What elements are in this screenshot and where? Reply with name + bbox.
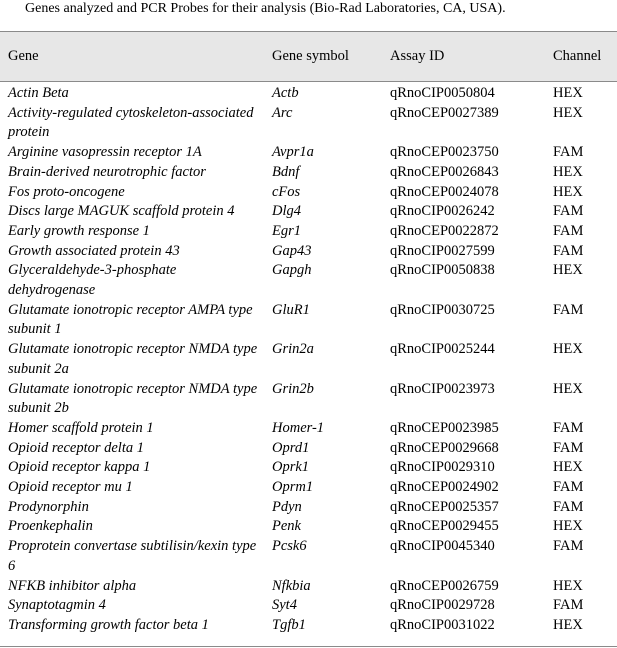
gene-name-cell: Early growth response 1 [8,222,150,239]
header-assay-id: Assay ID [382,32,545,82]
gene-name-cell: Glutamate ionotropic receptor AMPA type subunit 1 [8,301,253,338]
channel-cell: HEX [553,341,583,358]
gene-symbol-cell: Nfkbia [272,577,311,594]
assay-id-cell: qRnoCEP0024902 [390,479,499,496]
assay-id-cell: qRnoCIP0031022 [390,616,495,633]
table-row [0,143,617,163]
table-row [0,242,617,262]
gene-name-cell: Opioid receptor mu 1 [8,479,133,496]
gene-symbol-cell: Penk [272,518,301,535]
table-row [0,202,617,222]
gene-symbol-cell: Pcsk6 [272,538,307,555]
gene-symbol-cell: Oprd1 [272,439,310,456]
gene-symbol-cell: GluR1 [272,301,310,318]
gene-name-cell: Brain-derived neurotrophic factor [8,163,206,180]
assay-id-cell: qRnoCIP0029728 [390,597,495,614]
assay-id-cell: qRnoCIP0025244 [390,341,495,358]
genes-table [0,31,617,636]
gene-name-cell: Discs large MAGUK scaffold protein 4 [8,203,235,220]
table-row [0,104,617,143]
gene-symbol-cell: Egr1 [272,222,301,239]
channel-cell: HEX [553,518,583,535]
gene-symbol-cell: Dlg4 [272,203,301,220]
table-row [0,82,617,104]
assay-id-cell: qRnoCEP0027389 [390,104,499,121]
channel-cell: FAM [553,203,584,220]
table-header [0,32,617,82]
table-row [0,261,617,300]
assay-id-cell: qRnoCEP0023750 [390,144,499,161]
table-row [0,577,617,597]
gene-name-cell: NFKB inhibitor alpha [8,577,137,594]
gene-name-cell: Synaptotagmin 4 [8,597,106,614]
assay-id-cell: qRnoCIP0027599 [390,242,495,259]
channel-cell: HEX [553,616,583,633]
gene-symbol-cell: Grin2a [272,341,314,358]
gene-symbol-cell: Avpr1a [272,144,314,161]
gene-name-cell: Transforming growth factor beta 1 [8,616,209,633]
header-channel: Channel [545,32,617,82]
channel-cell: FAM [553,597,584,614]
table-row [0,537,617,576]
channel-cell: FAM [553,439,584,456]
table-row [0,596,617,616]
channel-cell: HEX [553,380,583,397]
gene-symbol-cell: cFos [272,183,301,200]
table-row [0,340,617,379]
channel-cell: HEX [553,577,583,594]
gene-symbol-cell: Pdyn [272,498,302,515]
table-row [0,301,617,340]
assay-id-cell: qRnoCIP0023973 [390,380,495,397]
table-row [0,439,617,459]
gene-name-cell: Proenkephalin [8,518,93,535]
assay-id-cell: qRnoCEP0024078 [390,183,499,200]
table-row [0,517,617,537]
channel-cell: FAM [553,538,584,555]
assay-id-cell: qRnoCEP0023985 [390,419,499,436]
gene-symbol-cell: Tgfb1 [272,616,306,633]
gene-name-cell: Arginine vasopressin receptor 1A [8,144,202,161]
gene-symbol-cell: Oprm1 [272,479,314,496]
table-bottom-rule [0,646,617,647]
gene-name-cell: Actin Beta [8,85,69,101]
gene-symbol-cell: Arc [272,104,293,121]
assay-id-cell: qRnoCEP0026759 [390,577,499,594]
assay-id-cell: qRnoCIP0030725 [390,301,495,318]
channel-cell: HEX [553,104,583,121]
channel-cell: HEX [553,459,583,476]
table-row [0,183,617,203]
channel-cell: HEX [553,183,583,200]
gene-name-cell: Activity-regulated cytoskeleton-associated protein [8,104,254,141]
assay-id-cell: qRnoCIP0050804 [390,85,495,101]
gene-name-cell: Opioid receptor delta 1 [8,439,144,456]
channel-cell: FAM [553,301,584,318]
gene-name-cell: Fos proto-oncogene [8,183,125,200]
gene-name-cell: Opioid receptor kappa 1 [8,459,151,476]
channel-cell: FAM [553,498,584,515]
gene-symbol-cell: Gap43 [272,242,312,259]
table-row [0,616,617,636]
gene-symbol-cell: Oprk1 [272,459,310,476]
channel-cell: FAM [553,242,584,259]
assay-id-cell: qRnoCEP0029668 [390,439,499,456]
gene-symbol-cell: Actb [272,85,299,101]
assay-id-cell: qRnoCIP0050838 [390,262,495,279]
gene-symbol-cell: Grin2b [272,380,314,397]
table-row [0,222,617,242]
table-body [0,82,617,636]
header-gene-symbol: Gene symbol [264,32,382,82]
table-row [0,419,617,439]
table-row [0,478,617,498]
header-row [0,32,617,82]
assay-id-cell: qRnoCEP0025357 [390,498,499,515]
gene-symbol-cell: Homer-1 [272,419,325,436]
table-row [0,380,617,419]
channel-cell: FAM [553,419,584,436]
table-row [0,163,617,183]
channel-cell: FAM [553,479,584,496]
assay-id-cell: qRnoCIP0029310 [390,459,495,476]
gene-symbol-cell: Gapgh [272,262,312,279]
table-row [0,498,617,518]
assay-id-cell: qRnoCIP0045340 [390,538,495,555]
channel-cell: HEX [553,262,583,279]
gene-symbol-cell: Syt4 [272,597,297,614]
channel-cell: HEX [553,85,583,101]
channel-cell: HEX [553,163,583,180]
assay-id-cell: qRnoCEP0022872 [390,222,499,239]
gene-symbol-cell: Bdnf [272,163,300,180]
channel-cell: FAM [553,222,584,239]
gene-name-cell: Homer scaffold protein 1 [8,419,154,436]
gene-name-cell: Growth associated protein 43 [8,242,180,259]
header-gene: Gene [0,32,264,82]
gene-name-cell: Glutamate ionotropic receptor NMDA type subunit 2a [8,341,258,377]
table-caption: Genes analyzed and PCR Probes for their analysis (Bio-Rad Laboratories, CA, USA). [25,1,506,16]
gene-name-cell: Proprotein convertase subtilisin/kexin type 6 [8,538,257,574]
assay-id-cell: qRnoCEP0026843 [390,163,499,180]
assay-id-cell: qRnoCIP0026242 [390,203,495,220]
gene-name-cell: Glutamate ionotropic receptor NMDA type subunit 2b [8,380,258,417]
assay-id-cell: qRnoCEP0029455 [390,518,499,535]
gene-name-cell: Glyceraldehyde-3-phosphate dehydrogenase [8,262,177,299]
channel-cell: FAM [553,144,584,161]
gene-name-cell: Prodynorphin [8,498,89,515]
table-row [0,458,617,478]
